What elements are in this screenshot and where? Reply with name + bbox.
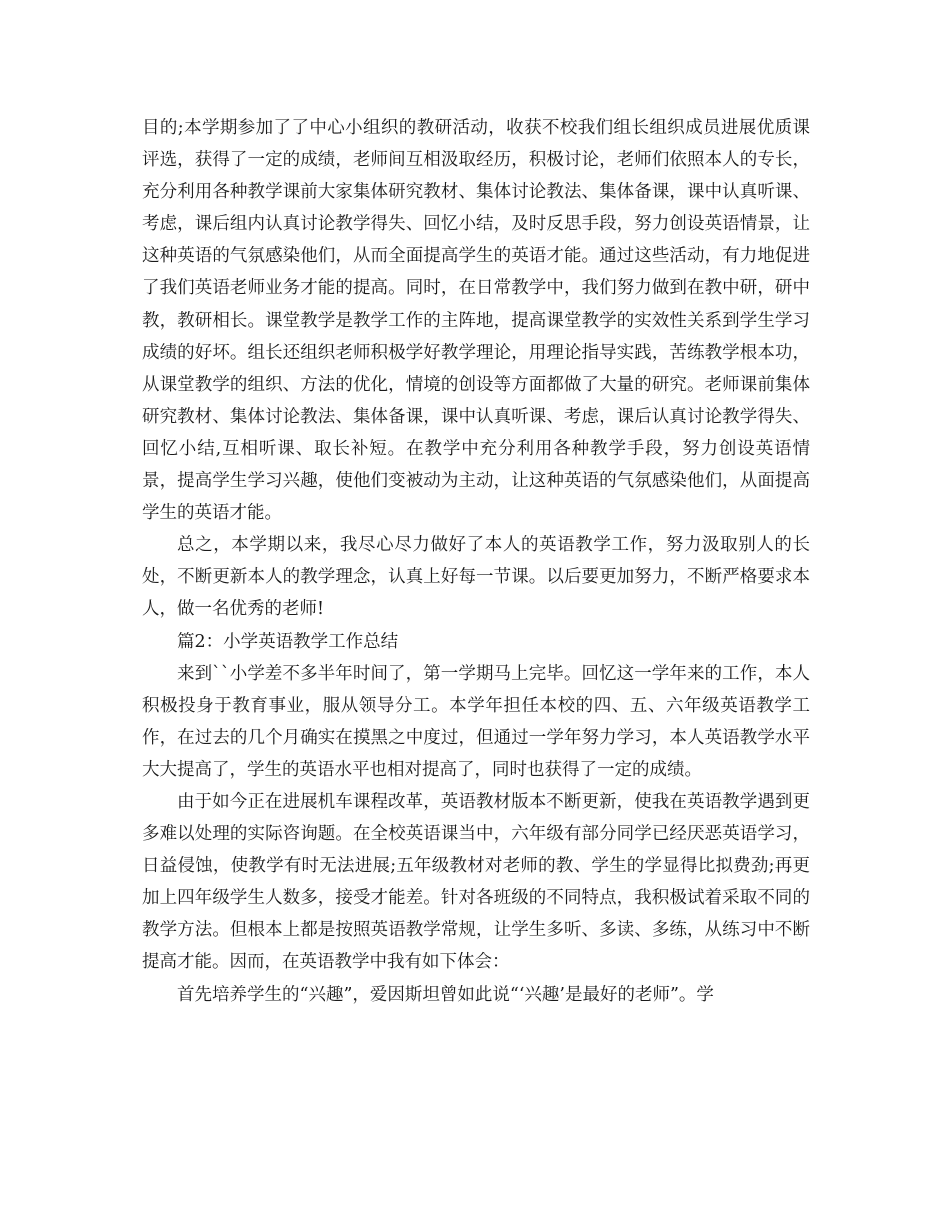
paragraph-1: 目的;本学期参加了了中心小组织的教研活动，收获不校我们组长组织成员进展优质课评选，获得了一定的成绩，老师间互相汲取经历，积极讨论，老师们依照本人的专长，充分利用各种教学课前大家集体研究教材、集体讨论教法、集体备课，课中认真听课、考虑，课后组内认真讨论教学得失、回忆小结，及时反思手段，努力创设英语情景，让这种英语的气氛感染他们，从而全面提高学生的英语才能。通过这些活动，有力地促进了我们英语老师业务才能的提高。同时，在日常教学中，我们努力做到在教中研，研中教，教研相长。课堂教学是教学工作的主阵地，提高课堂教学的实效性关系到学生学习成绩的好坏。组长还组织老师积极学好教学理论，用理论指导实践，苦练教学根本功，从课堂教学的组织、方法的优化，情境的创设等方面都做了大量的研究。老师课前集体研究教材、集体讨论教法、集体备课，课中认真听课、考虑，课后认真讨论教学得失、回忆小结,互相听课、取长补短。在教学中充分利用各种教学手段，努力创设英语情景，提高学生学习兴趣，使他们变被动为主动，让这种英语的气氛感染他们，从面提高学生的英语才能。 bbox=[142, 118, 810, 524]
paragraph-5: 首先培养学生的“兴趣”，爱因斯坦曾如此说“‘兴趣’是最好的老师”。学 bbox=[177, 984, 714, 1005]
document-body bbox=[142, 112, 810, 1011]
paragraph-3: 来到``小学差不多半年时间了，第一学期马上完毕。回忆这一学年来的工作，本人积极投身于教育事业，服从领导分工。本学年担任本校的四、五、六年级英语教学工作，在过去的几个月确实在摸黑之中度过，但通过一学年努力学习，本人英语教学水平大大提高了，学生的英语水平也相对提高了，同时也获得了一定的成绩。 bbox=[142, 663, 810, 780]
paragraph-4: 由于如今正在进展机车课程改革，英语教材版本不断更新，使我在英语教学遇到更多难以处理的实际咨询题。在全校英语课当中，六年级有部分同学已经厌恶英语学习，日益侵蚀，使教学有时无法进展;五年级教材对老师的教、学生的学显得比拟费劲;再更加上四年级学生人数多，接受才能差。针对各班级的不同特点，我积极试着采取不同的教学方法。但根本上都是按照英语教学常规，让学生多听、多读、多练，从练习中不断提高才能。因而，在英语教学中我有如下体会： bbox=[142, 791, 810, 973]
paragraph-2: 总之，本学期以来，我尽心尽力做好了本人的英语教学工作，努力汲取别人的长处，不断更新本人的教学理念，认真上好每一节课。以后要更加努力，不断严格要求本人，做一名优秀的老师! bbox=[142, 535, 810, 620]
section-heading: 篇2：小学英语教学工作总结 bbox=[177, 631, 399, 652]
